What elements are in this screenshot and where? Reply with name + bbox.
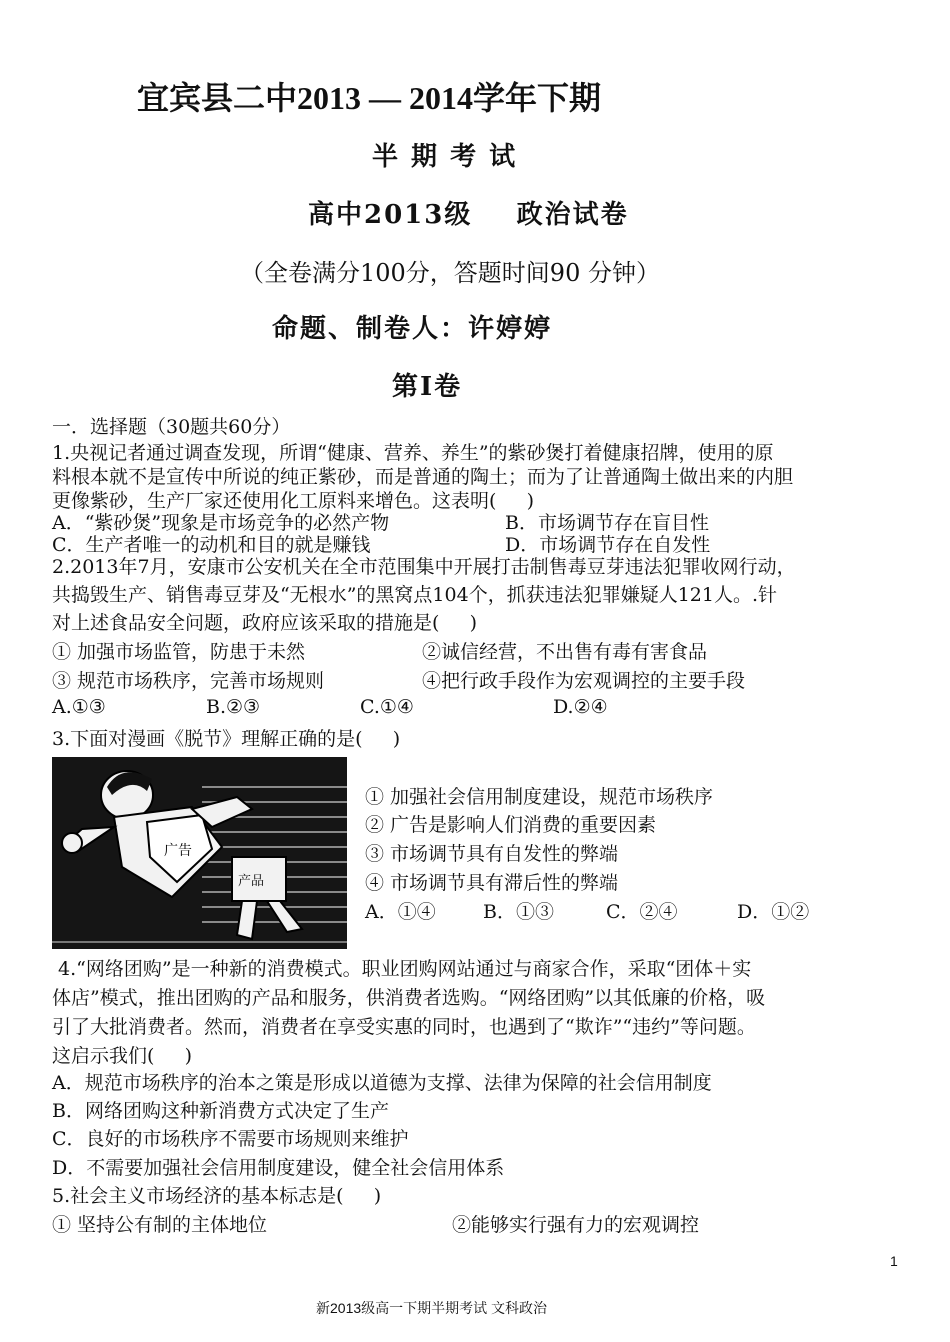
grade-subject: 高中2013级 政治试卷 [308,200,629,230]
q2-option-2: ②诚信经营，不出售有毒有害食品 [422,641,708,663]
q1-option-c: C．生产者唯一的动机和目的就是赚钱 [52,534,371,556]
q1-line-3: 更像紫砂，生产厂家还使用化工原料来增色。这表明( ) [52,490,535,512]
q3-choice-a: A．①④ [365,901,436,923]
q1-line-2: 料根本就不是宣传中所说的纯正紫砂，而是普通的陶土；而为了让普通陶土做出来的内胆 [52,466,794,488]
q5-option-1: ① 坚持公有制的主体地位 [52,1214,268,1236]
q2-choice-b: B.②③ [206,696,261,718]
q3-stem: 3.下面对漫画《脱节》理解正确的是( ) [52,728,401,750]
q1-line-1: 1.央视记者通过调查发现，所谓“健康、营养、养生”的紫砂煲打着健康招牌，使用的原 [52,442,774,464]
q2-line-2: 共捣毁生产、销售毒豆芽及“无根水”的黑窝点104个，抓获违法犯罪嫌疑人121人。.针 [52,584,777,606]
q3-option-3: ③ 市场调节具有自发性的弊端 [365,843,619,865]
q5-stem: 5.社会主义市场经济的基本标志是( ) [52,1185,382,1207]
q4-option-c: C．良好的市场秩序不需要市场规则来维护 [52,1128,409,1150]
q3-option-2: ② 广告是影响人们消费的重要因素 [365,814,657,836]
comic-image [52,757,347,949]
comic-shorts-text: 产品 [238,874,265,889]
q3-choice-d: D．①② [737,901,810,923]
q2-option-1: ① 加强市场监管，防患于未然 [52,641,306,663]
q1-option-b: B．市场调节存在盲目性 [505,512,709,534]
footer-text: 新2013级高一下期半期考试 文科政治 [316,1300,548,1316]
page-number: 1 [890,1253,898,1269]
q2-choice-c: C.①④ [360,696,414,718]
comic-shirt-text: 广告 [164,843,192,859]
section-title: 一．选择题（30题共60分） [52,416,291,438]
part-title: 第I卷 [392,372,463,402]
q3-choice-b: B．①③ [483,901,554,923]
q4-option-b: B．网络团购这种新消费方式决定了生产 [52,1100,389,1122]
q4-option-a: A．规范市场秩序的治本之策是形成以道德为支撑、法律为保障的社会信用制度 [52,1072,712,1094]
q3-option-1: ① 加强社会信用制度建设，规范市场秩序 [365,786,714,808]
q3-choice-c: C．②④ [606,901,678,923]
q4-option-d: D．不需要加强社会信用制度建设，健全社会信用体系 [52,1157,505,1179]
q1-option-a: A．“紫砂煲”现象是市场竞争的必然产物 [52,512,390,534]
exam-title: 半 期 考 试 [372,142,518,172]
author-line: 命题、制卷人：许婷婷 [272,314,553,344]
q2-choice-a: A.①③ [52,696,106,718]
q5-option-2: ②能够实行强有力的宏观调控 [452,1214,700,1236]
q2-option-3: ③ 规范市场秩序，完善市场规则 [52,670,325,692]
q2-choice-d: D.②④ [553,696,608,718]
q4-line-2: 体店”模式，推出团购的产品和服务，供消费者选购。“网络团购”以其低廉的价格，吸 [52,987,766,1009]
school-title: 宜宾县二中2013 — 2014学年下期 [137,80,602,116]
q2-option-4: ④把行政手段作为宏观调控的主要手段 [422,670,746,692]
q2-line-3: 对上述食品安全问题，政府应该采取的措施是( ) [52,612,478,634]
q2-line-1: 2.2013年7月，安康市公安机关在全市范围集中开展打击制售毒豆芽违法犯罪收网行动， [52,556,796,578]
q3-option-4: ④ 市场调节具有滞后性的弊端 [365,872,619,894]
q4-line-1: 4.“网络团购”是一种新的消费模式。职业团购网站通过与商家合作，采取“团体＋实 [52,958,752,980]
exam-note: （全卷满分100分，答题时间90 分钟） [240,259,660,287]
q1-option-d: D．市场调节存在自发性 [505,534,711,556]
q4-line-3: 引了大批消费者。然而，消费者在享受实惠的同时，也遇到了“欺诈”“违约”等问题。 [52,1016,756,1038]
q4-line-4: 这启示我们( ) [52,1045,193,1067]
